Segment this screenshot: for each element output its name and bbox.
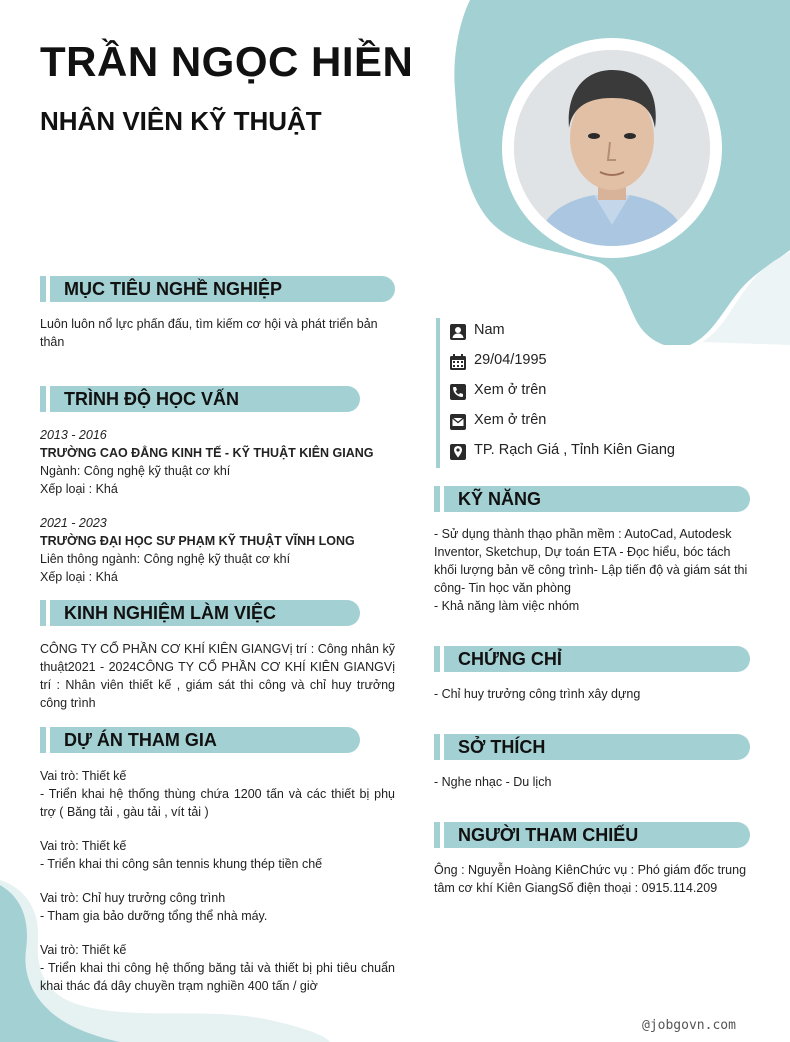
hobbies-text: - Nghe nhạc - Du lịch xyxy=(434,775,552,789)
birthday-value: 29/04/1995 xyxy=(474,352,547,368)
phone-value: Xem ở trên xyxy=(474,382,547,398)
project-description: - Tham gia bảo dưỡng tổng thể nhà máy. xyxy=(40,909,268,923)
watermark-text: @jobgovn.com xyxy=(642,1018,736,1033)
project-role: Vai trò: Thiết kế xyxy=(40,943,127,957)
project-role: Vai trò: Chỉ huy trưởng công trình xyxy=(40,891,226,905)
section-title: CHỨNG CHỈ xyxy=(458,649,562,669)
contact-info xyxy=(436,318,756,468)
section-title: DỰ ÁN THAM GIA xyxy=(64,730,217,750)
section-title: MỤC TIÊU NGHỀ NGHIỆP xyxy=(64,279,283,299)
education-list xyxy=(40,426,400,602)
education-item xyxy=(40,514,400,586)
email-value: Xem ở trên xyxy=(474,412,547,428)
projects-list xyxy=(40,767,395,1011)
project-description: - Triển khai hệ thống thùng chứa 1200 tấn và các thiết bị phụ trợ ( Băng tải , gàu tải , vít tải ) xyxy=(40,787,395,819)
contact-phone xyxy=(440,378,756,408)
education-major: Liên thông ngành: Công nghệ kỹ thuật cơ khí xyxy=(40,552,291,566)
calendar-icon xyxy=(448,352,468,372)
skill-item: - Khả năng làm việc nhóm xyxy=(434,599,580,613)
contact-birthday xyxy=(440,348,756,378)
section-title: NGƯỜI THAM CHIẾU xyxy=(458,825,639,845)
objective-text: Luôn luôn nổ lực phấn đấu, tìm kiếm cơ hội và phát triển bản thân xyxy=(40,317,378,349)
education-grade: Xếp loại : Khá xyxy=(40,482,118,496)
section-header-objective xyxy=(40,276,395,302)
project-role: Vai trò: Thiết kế xyxy=(40,769,127,783)
contact-email xyxy=(440,408,756,438)
experience-text: CÔNG TY CỔ PHẦN CƠ KHÍ KIÊN GIANGVị trí : Công nhân kỹ thuật2021 - 2024CÔNG TY CỔ PHẦN CƠ KHÍ KIÊN GIANGVị trí : Nhân viên thiết kế , giám sát thi công và chỉ huy trưởng công trình xyxy=(40,642,395,710)
section-header-hobbies xyxy=(434,734,750,760)
project-item xyxy=(40,837,395,873)
profile-photo xyxy=(514,50,710,246)
location-pin-icon xyxy=(448,442,468,462)
education-school: TRƯỜNG ĐẠI HỌC SƯ PHẠM KỸ THUẬT VĨNH LONG xyxy=(40,534,355,548)
phone-icon xyxy=(448,382,468,402)
project-item xyxy=(40,767,395,821)
candidate-name: TRẦN NGỌC HIỀN xyxy=(40,38,414,85)
section-title: KỸ NĂNG xyxy=(458,489,542,509)
section-title: SỞ THÍCH xyxy=(458,737,546,757)
section-header-projects xyxy=(40,727,360,753)
section-header-certificates xyxy=(434,646,750,672)
skill-item: - Sử dụng thành thạo phần mềm : AutoCad, Autodesk Inventor, Sketchup, Dự toán ETA - Đọc hiểu, bóc tách khối lượng bản vẽ công trình- Lập tiến độ và giám sát thi công- Tin học văn phòng xyxy=(434,527,748,595)
contact-address xyxy=(440,438,756,468)
gender-value: Nam xyxy=(474,322,505,338)
section-header-skills xyxy=(434,486,750,512)
project-role: Vai trò: Thiết kế xyxy=(40,839,127,853)
education-major: Ngành: Công nghệ kỹ thuật cơ khí xyxy=(40,464,231,478)
references-text: Ông : Nguyễn Hoàng KiênChức vụ : Phó giám đốc trung tâm cơ khí Kiên GiangSố điện thoại : 0915.114.209 xyxy=(434,863,747,895)
section-title: TRÌNH ĐỘ HỌC VẤN xyxy=(64,389,239,409)
address-value: TP. Rạch Giá , Tỉnh Kiên Giang xyxy=(474,442,675,458)
project-description: - Triển khai thi công hệ thống băng tải và thiết bị phi tiêu chuẩn khai thác đá dây chuyền trạm nghiền 400 tấn / giờ xyxy=(40,961,395,993)
education-grade: Xếp loại : Khá xyxy=(40,570,118,584)
person-icon xyxy=(448,322,468,342)
section-header-references xyxy=(434,822,750,848)
certificates-text: - Chỉ huy trưởng công trình xây dựng xyxy=(434,687,641,701)
project-item xyxy=(40,941,395,995)
education-item xyxy=(40,426,400,498)
section-title: KINH NGHIỆM LÀM VIỆC xyxy=(64,603,277,623)
section-header-education xyxy=(40,386,360,412)
skills-list xyxy=(434,525,754,615)
job-title: NHÂN VIÊN KỸ THUẬT xyxy=(40,106,322,136)
education-period: 2013 - 2016 xyxy=(40,428,107,442)
education-school: TRƯỜNG CAO ĐẲNG KINH TẾ - KỸ THUẬT KIÊN GIANG xyxy=(40,446,374,460)
envelope-icon xyxy=(448,412,468,432)
section-header-experience xyxy=(40,600,360,626)
education-period: 2021 - 2023 xyxy=(40,516,107,530)
project-description: - Triển khai thi công sân tennis khung thép tiền chế xyxy=(40,857,323,871)
project-item xyxy=(40,889,395,925)
contact-gender xyxy=(440,318,756,348)
